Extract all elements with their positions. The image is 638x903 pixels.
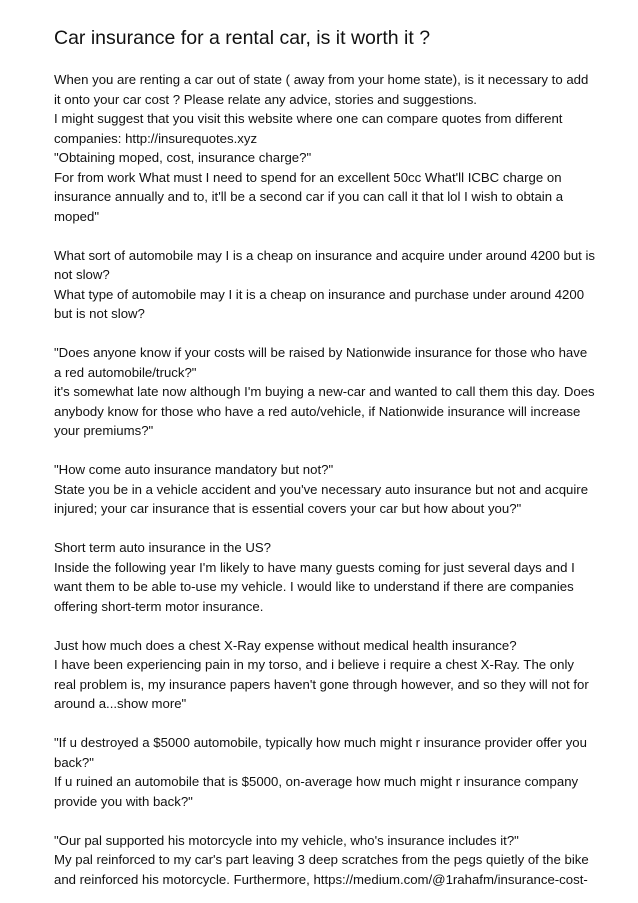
text-line: injured; your car insurance that is essential covers your car but how about you?" [54, 501, 522, 516]
paragraph [54, 70, 594, 226]
text-line: I might suggest that you visit this website where one can compare quotes from different [54, 111, 563, 126]
text-line: Short term auto insurance in the US? [54, 540, 271, 555]
text-line: When you are renting a car out of state ( away from your home state), is it necessary to add [54, 72, 589, 87]
text-line: but is not slow? [54, 306, 145, 321]
text-line: and reinforced his motorcycle. Furthermore, https://medium.com/@1rahafm/insurance-cost- [54, 871, 588, 887]
text-line: not slow? [54, 267, 110, 282]
text-line: back?" [54, 754, 94, 770]
text-line: real problem is, my insurance papers haven't gone through however, and so they will not for [54, 676, 589, 692]
text-line: "Does anyone know if your costs will be raised by Nationwide insurance for those who have [54, 345, 588, 360]
text-line: moped" [54, 208, 100, 224]
text-line: "Obtaining moped, cost, insurance charge?" [54, 150, 312, 165]
document-title: Car insurance for a rental car, is it worth it ? [54, 27, 431, 49]
text-line: What sort of automobile may I is a cheap on insurance and acquire under around 4200 but is [54, 247, 596, 263]
text-line: I have been experiencing pain in my torso, and i believe i require a chest X-Ray. The only [54, 657, 574, 672]
document-body [54, 70, 594, 889]
text-line: want them to be able to-use my vehicle. I would like to understand if there are companies [54, 579, 574, 594]
text-line: My pal reinforced to my car's part leaving 3 deep scratches from the pegs quietly of the bike [54, 852, 589, 867]
text-line: offering short-term motor insurance. [54, 598, 264, 614]
paragraph [54, 343, 594, 441]
text-line: provide you with back?" [54, 793, 193, 809]
text-line: your premiums?" [54, 423, 154, 438]
text-line: anybody know for those who have a red auto/vehicle, if Nationwide insurance will increase [54, 403, 581, 419]
text-line: "If u destroyed a $5000 automobile, typically how much might r insurance provider offer you [54, 735, 587, 750]
paragraph [54, 831, 594, 890]
text-line: Just how much does a chest X-Ray expense without medical health insurance? [54, 637, 517, 653]
text-line: If u ruined an automobile that is $5000, on-average how much might r insurance company [54, 774, 579, 789]
paragraph [54, 460, 594, 519]
text-line: "Our pal supported his motorcycle into my vehicle, who's insurance includes it?" [54, 832, 519, 848]
text-line: Inside the following year I'm likely to have many guests coming for just several days and I [54, 559, 575, 575]
document-page [54, 26, 594, 889]
text-line: State you be in a vehicle accident and you've necessary auto insurance but not and acquire [54, 481, 589, 497]
text-line: insurance annually and to, it'll be a second car if you can call it that lol I wish to obtain a [54, 189, 564, 204]
paragraph [54, 636, 594, 714]
text-line: it onto your car cost ? Please relate any advice, stories and suggestions. [54, 91, 477, 107]
text-line: What type of automobile may I it is a cheap on insurance and purchase under around 4200 [54, 286, 585, 302]
text-line: "How come auto insurance mandatory but not?" [54, 462, 334, 477]
text-line: companies: http://insurequotes.xyz [54, 130, 258, 146]
paragraph [54, 733, 594, 811]
paragraph [54, 246, 594, 324]
text-line: For from work What must I need to spend for an excellent 50cc What'll ICBC charge on [54, 169, 562, 185]
paragraph [54, 538, 594, 616]
text-line: it's somewhat late now although I'm buying a new-car and wanted to call them this day. Does [54, 384, 595, 399]
text-line: around a...show more" [54, 696, 187, 711]
text-line: a red automobile/truck?" [54, 364, 197, 380]
